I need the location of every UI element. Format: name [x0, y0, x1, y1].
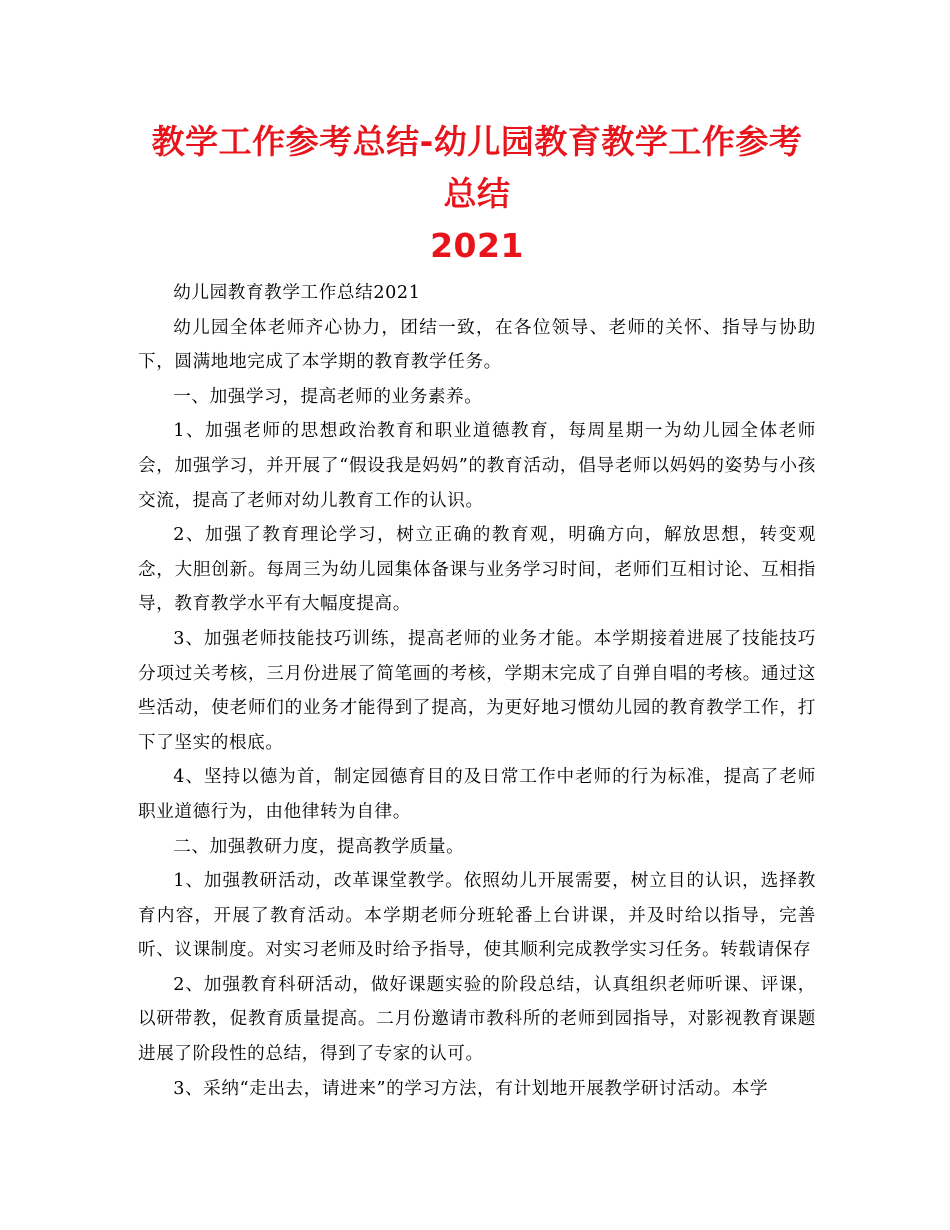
- intro-paragraph: 幼儿园全体老师齐心协力，团结一致，在各位领导、老师的关怀、指导与协助下，圆满地地完成了本学期的教育教学任务。: [138, 317, 816, 373]
- paragraph-1-4: 4、坚持以德为首，制定园德育目的及日常工作中老师的行为标准，提高了老师职业道德行为，由他律转为自律。: [138, 767, 816, 822]
- paragraph-1-1: 1、加强老师的思想政治教育和职业道德教育，每周星期一为幼儿园全体老师会，加强学习，并开展了“假设我是妈妈”的教育活动，倡导老师以妈妈的姿势与小孩交流，提高了老师对幼儿教育工作的认识。: [138, 421, 816, 511]
- paragraph-2-1: 1、加强教研活动，改革课堂教学。依照幼儿开展需要，树立目的认识，选择教育内容，开展了教育活动。本学期老师分班轮番上台讲课，并及时给以指导，完善听、议课制度。对实习老师及时给予指导，使其顺利完成教学实习任务。转载请保存: [138, 871, 816, 961]
- paragraph-2-3: 3、采纳“走出去，请进来”的学习方法，有计划地开展教学研讨活动。本学: [173, 1078, 769, 1099]
- section-heading-1: 一、加强学习，提高老师的业务素养。: [173, 386, 483, 407]
- paragraph-1-2: 2、加强了教育理论学习，树立正确的教育观，明确方向，解放思想，转变观念，大胆创新。每周三为幼儿园集体备课与业务学习时间，老师们互相讨论、互相指导，教育教学水平有大幅度提高。: [138, 525, 816, 615]
- paragraph-1-3: 3、加强老师技能技巧训练，提高老师的业务才能。本学期接着进展了技能技巧分项过关考核，三月份进展了简笔画的考核，学期末完成了自弹自唱的考核。通过这些活动，使老师们的业务才能得到了提高，为更好地习惯幼儿园的教育教学工作，打下了坚实的根底。: [138, 628, 816, 753]
- subtitle-paragraph: 幼儿园教育教学工作总结2021: [173, 283, 421, 303]
- document-title-line-1: 教学工作参考总结-幼儿园教育教学工作参考总结: [151, 122, 803, 213]
- document-body: [138, 276, 816, 1106]
- paragraph-2-2: 2、加强教育科研活动，做好课题实验的阶段总结，认真组织老师听课、评课，以研带教，促教育质量提高。二月份邀请市教科所的老师到园指导，对影视教育课题进展了阶段性的总结，得到了专家的认可。: [138, 974, 816, 1065]
- document-title: [138, 116, 816, 272]
- document-title-line-2: 2021: [430, 226, 524, 265]
- section-heading-2: 二、加强教研力度，提高教学质量。: [173, 836, 465, 857]
